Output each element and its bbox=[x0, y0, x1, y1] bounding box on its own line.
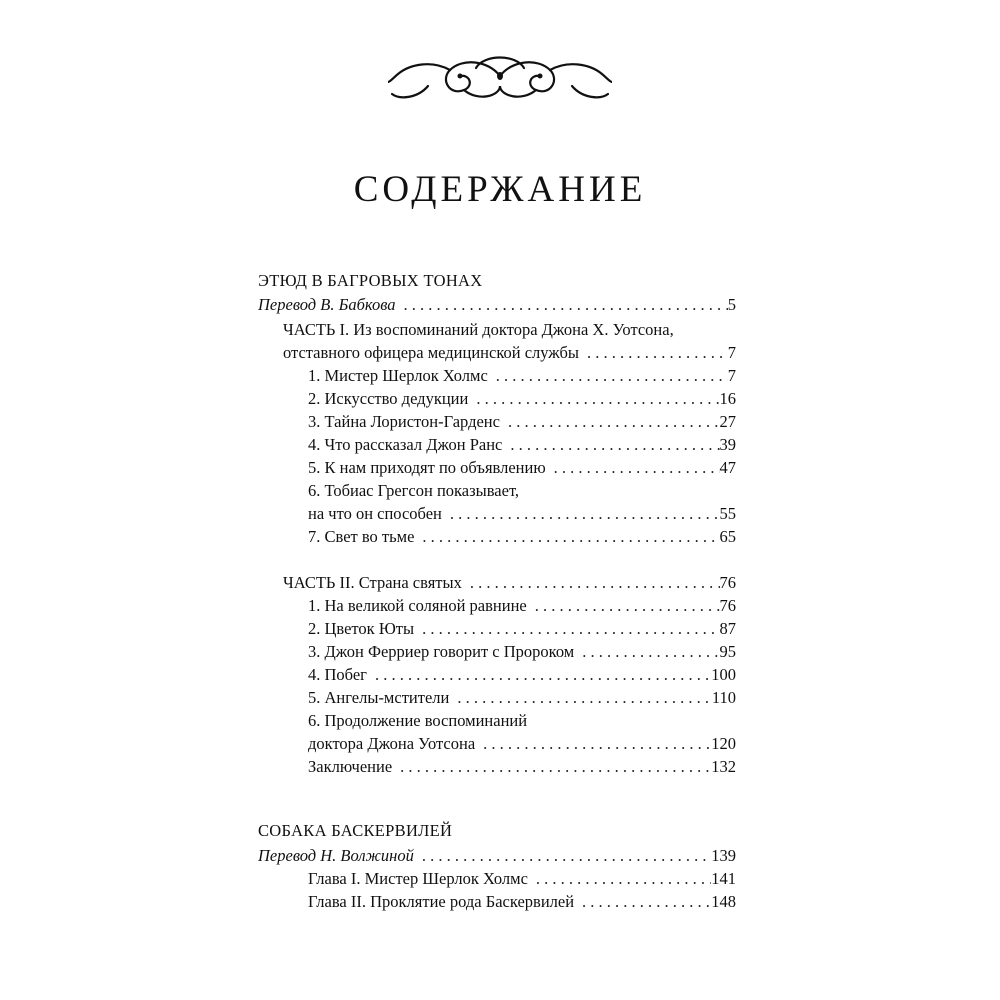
chapter-label: 3. Джон Ферриер говорит с Пророком bbox=[308, 642, 575, 661]
toc-entry-chapter[interactable] bbox=[308, 686, 736, 709]
leader-dots bbox=[414, 844, 711, 867]
toc-entry-chapter[interactable] bbox=[308, 594, 736, 617]
page-number: 47 bbox=[719, 458, 736, 477]
leader-dots bbox=[468, 387, 719, 410]
work-title[interactable]: ЭТЮД В БАГРОВЫХ ТОНАХ bbox=[258, 271, 483, 290]
chapter-label: 5. Ангелы-мстители bbox=[308, 688, 450, 707]
page-number: 100 bbox=[711, 665, 736, 684]
page-number: 76 bbox=[719, 596, 736, 615]
page-number: 87 bbox=[719, 619, 736, 638]
toc-entry-translation[interactable] bbox=[258, 293, 736, 316]
chapter-label: 1. Мистер Шерлок Холмс bbox=[308, 366, 488, 385]
page-number: 16 bbox=[719, 389, 736, 408]
page-number: 110 bbox=[711, 688, 736, 707]
leader-dots bbox=[527, 594, 720, 617]
leader-dots bbox=[414, 617, 719, 640]
toc-entry-chapter[interactable] bbox=[308, 456, 736, 479]
toc-entry-chapter[interactable] bbox=[308, 640, 736, 663]
chapter-label: Глава II. Проклятие рода Баскервилей bbox=[308, 892, 575, 911]
translation-label: Перевод В. Бабкова bbox=[258, 295, 396, 314]
toc-entry-chapter[interactable] bbox=[308, 387, 736, 410]
toc-entry-chapter[interactable] bbox=[308, 617, 736, 640]
leader-dots bbox=[367, 663, 711, 686]
chapter-label[interactable]: 6. Тобиас Грегсон показывает, bbox=[308, 481, 520, 500]
part-heading: ЧАСТЬ II. Страна святых bbox=[283, 573, 462, 592]
toc-entry-chapter[interactable] bbox=[308, 502, 736, 525]
page-number: 141 bbox=[711, 869, 736, 888]
toc-entry-chapter[interactable] bbox=[308, 364, 736, 387]
leader-dots bbox=[488, 364, 728, 387]
leader-dots bbox=[546, 456, 720, 479]
page-number: 39 bbox=[719, 435, 736, 454]
toc-entry-part[interactable] bbox=[283, 571, 736, 594]
page-number: 7 bbox=[727, 366, 736, 385]
leader-dots bbox=[396, 293, 728, 316]
leader-dots bbox=[574, 890, 711, 913]
work-title[interactable]: СОБАКА БАСКЕРВИЛЕЙ bbox=[258, 821, 453, 840]
leader-dots bbox=[392, 755, 711, 778]
page-number: 139 bbox=[711, 846, 736, 865]
leader-dots bbox=[414, 525, 719, 548]
toc-entry-chapter[interactable] bbox=[308, 890, 736, 913]
part-heading[interactable]: ЧАСТЬ I. Из воспоминаний доктора Джона Х. Уотсона, bbox=[283, 320, 674, 339]
leader-dots bbox=[528, 867, 711, 890]
chapter-label: Заключение bbox=[308, 757, 393, 776]
toc-entry-translation[interactable] bbox=[258, 844, 736, 867]
chapter-label: Глава I. Мистер Шерлок Холмс bbox=[308, 869, 528, 888]
chapter-label: 5. К нам приходят по объявлению bbox=[308, 458, 546, 477]
page-number: 148 bbox=[711, 892, 736, 911]
page-number: 95 bbox=[719, 642, 736, 661]
leader-dots bbox=[462, 571, 720, 594]
leader-dots bbox=[442, 502, 720, 525]
page-number: 27 bbox=[719, 412, 736, 431]
page-number: 65 bbox=[719, 527, 736, 546]
chapter-label-cont: доктора Джона Уотсона bbox=[308, 734, 476, 753]
toc-entry-chapter[interactable] bbox=[308, 433, 736, 456]
page-number: 5 bbox=[727, 295, 736, 314]
page-number: 132 bbox=[711, 757, 736, 776]
toc-entry-chapter[interactable] bbox=[308, 663, 736, 686]
page-number: 120 bbox=[711, 734, 736, 753]
chapter-label: 2. Цветок Юты bbox=[308, 619, 415, 638]
toc-entry-chapter[interactable] bbox=[308, 732, 736, 755]
translation-label: Перевод Н. Волжиной bbox=[258, 846, 414, 865]
leader-dots bbox=[449, 686, 712, 709]
toc-entry-chapter[interactable] bbox=[308, 525, 736, 548]
leader-dots bbox=[579, 341, 728, 364]
toc-entry-chapter[interactable] bbox=[308, 410, 736, 433]
chapter-label-cont: на что он способен bbox=[308, 504, 442, 523]
chapter-label: 4. Побег bbox=[308, 665, 367, 684]
page-number: 76 bbox=[719, 573, 736, 592]
toc-entry-part[interactable] bbox=[283, 341, 736, 364]
chapter-label[interactable]: 6. Продолжение воспоминаний bbox=[308, 711, 528, 730]
page-title: СОДЕРЖАНИЕ bbox=[353, 169, 647, 210]
chapter-label: 7. Свет во тьме bbox=[308, 527, 415, 546]
leader-dots bbox=[574, 640, 719, 663]
leader-dots bbox=[502, 433, 719, 456]
page-number: 55 bbox=[719, 504, 736, 523]
chapter-label: 4. Что рассказал Джон Ранс bbox=[308, 435, 503, 454]
toc-entry-chapter[interactable] bbox=[308, 867, 736, 890]
chapter-label: 1. На великой соляной равнине bbox=[308, 596, 527, 615]
leader-dots bbox=[475, 732, 711, 755]
part-heading-cont: отставного офицера медицинской службы bbox=[283, 343, 579, 362]
leader-dots bbox=[500, 410, 720, 433]
chapter-label: 3. Тайна Лористон-Гарденс bbox=[308, 412, 500, 431]
page-number: 7 bbox=[727, 343, 736, 362]
toc-entry-chapter[interactable] bbox=[308, 755, 736, 778]
chapter-label: 2. Искусство дедукции bbox=[308, 389, 469, 408]
